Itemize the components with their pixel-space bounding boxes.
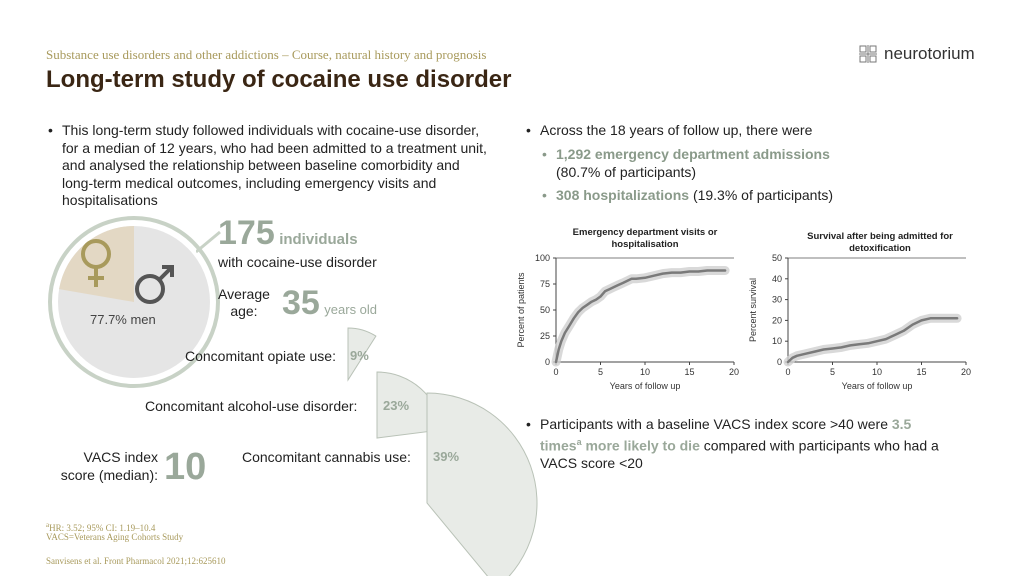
slide-title: Long-term study of cocaine use disorder bbox=[46, 66, 512, 93]
x-tick-label: 15 bbox=[916, 367, 927, 377]
x-axis-label: Years of follow up bbox=[841, 381, 913, 391]
y-tick-label: 50 bbox=[539, 305, 550, 315]
y-tick-label: 75 bbox=[539, 279, 550, 289]
cannabis-label: Concomitant cannabis use: bbox=[242, 449, 411, 465]
alcohol-value: 23% bbox=[383, 398, 410, 413]
slide-subtitle: Substance use disorders and other addictions – Course, natural history and prognosis bbox=[46, 47, 487, 62]
series-glow bbox=[556, 271, 725, 363]
bullet-dot: • bbox=[48, 122, 53, 138]
followup-bullet bbox=[526, 122, 960, 140]
x-tick-label: 0 bbox=[553, 367, 559, 377]
x-tick-label: 0 bbox=[785, 367, 791, 377]
bullet-dot: • bbox=[526, 416, 531, 432]
vacs-risk-text-d: who had a VACS score <20 bbox=[540, 437, 939, 471]
footnote-vacs: VACS=Veterans Aging Cohorts Study bbox=[46, 532, 184, 542]
y-tick-label: 25 bbox=[539, 331, 550, 341]
vacs-value: 10 bbox=[164, 446, 207, 488]
chart1-title: Emergency department visits or hospitalisation bbox=[572, 227, 718, 250]
y-tick-label: 0 bbox=[776, 357, 782, 367]
age-unit: years old bbox=[324, 302, 378, 317]
vacs-risk-die: more likely to die bbox=[585, 437, 700, 454]
x-tick-label: 5 bbox=[597, 367, 604, 377]
opiate-label: Concomitant opiate use: bbox=[185, 348, 336, 364]
x-tick-label: 15 bbox=[684, 367, 695, 377]
ed-visits-chart bbox=[510, 248, 750, 396]
x-tick-label: 10 bbox=[871, 367, 883, 377]
vacs-risk-text-c: compared with participants bbox=[703, 437, 871, 454]
vacs-risk-bullet bbox=[526, 416, 940, 472]
series-line bbox=[556, 271, 725, 363]
cannabis-sector bbox=[427, 393, 537, 576]
x-tick-label: 5 bbox=[829, 367, 836, 377]
intro-text: This long-term study followed individuals with cocaine-use disorder, for a median of 12 years, who had been admitted to a treatment unit, and analysed the relationship between baseline comorbidity and long-term medical outcomes, including emergency visits and hospitalisations bbox=[62, 122, 487, 208]
y-tick-label: 0 bbox=[544, 357, 550, 367]
x-tick-label: 20 bbox=[960, 367, 972, 377]
footnote-hr-marker: a bbox=[46, 521, 50, 529]
count-desc: with cocaine-use disorder bbox=[218, 254, 377, 270]
bullet-dot: • bbox=[526, 122, 531, 138]
survival-chart bbox=[742, 248, 982, 396]
y-tick-label: 50 bbox=[771, 253, 782, 263]
ed-admissions-count: 1,292 emergency department admissions bbox=[556, 146, 830, 162]
count-unit: individuals bbox=[279, 231, 358, 248]
vacs-risk-marker: a bbox=[576, 436, 582, 447]
chart2-title: Survival after being admitted for detoxification bbox=[807, 231, 953, 254]
y-tick-label: 10 bbox=[771, 336, 782, 347]
footnote-hr-text: HR: 3.52; 95% CI: 1.19–10.4 bbox=[49, 523, 156, 533]
followup-text: Across the 18 years of follow up, there were bbox=[540, 122, 813, 138]
hospitalizations-pct: (19.3% of participants) bbox=[692, 187, 834, 203]
x-tick-label: 20 bbox=[728, 367, 740, 377]
hospitalizations-count: 308 hospitalizations bbox=[556, 187, 690, 203]
ed-admissions-bullet bbox=[542, 146, 876, 181]
ed-admissions-pct: (80.7% of participants) bbox=[556, 163, 697, 180]
hospitalizations-bullet bbox=[542, 187, 896, 205]
x-axis-label: Years of follow up bbox=[609, 381, 681, 391]
vacs-risk-times: 3.5 times bbox=[540, 416, 912, 454]
series-glow bbox=[788, 318, 957, 362]
y-tick-label: 100 bbox=[534, 253, 550, 263]
y-tick-label: 30 bbox=[771, 294, 782, 305]
bullet-dot: • bbox=[542, 146, 547, 162]
age-label-line1: Average bbox=[218, 286, 270, 302]
y-axis-label: Percent survival bbox=[748, 277, 758, 343]
vacs-label-line2: score (median): bbox=[60, 467, 158, 483]
cannabis-value: 39% bbox=[433, 449, 460, 464]
vacs-label-line1: VACS index bbox=[83, 449, 158, 465]
y-tick-label: 40 bbox=[771, 273, 782, 284]
age-label-line2: age: bbox=[230, 303, 258, 319]
reference: Sanvisens et al. Front Pharmacol 2021;12:625610 bbox=[46, 556, 226, 566]
y-axis-label: Percent of patients bbox=[516, 272, 526, 348]
opiate-value: 9% bbox=[350, 348, 369, 363]
bullet-dot: • bbox=[542, 187, 547, 203]
vacs-label bbox=[48, 448, 158, 484]
vacs-risk-text-a: Participants with a baseline VACS index score >40 were bbox=[540, 416, 888, 432]
logo-text: neurotorium bbox=[884, 44, 975, 63]
pie-label: 77.7% men bbox=[90, 312, 156, 327]
x-tick-label: 10 bbox=[639, 367, 651, 377]
age-value: 35 bbox=[282, 284, 320, 322]
count-value: 175 bbox=[218, 214, 275, 252]
alcohol-label: Concomitant alcohol-use disorder: bbox=[145, 398, 358, 414]
y-tick-label: 20 bbox=[771, 315, 782, 326]
